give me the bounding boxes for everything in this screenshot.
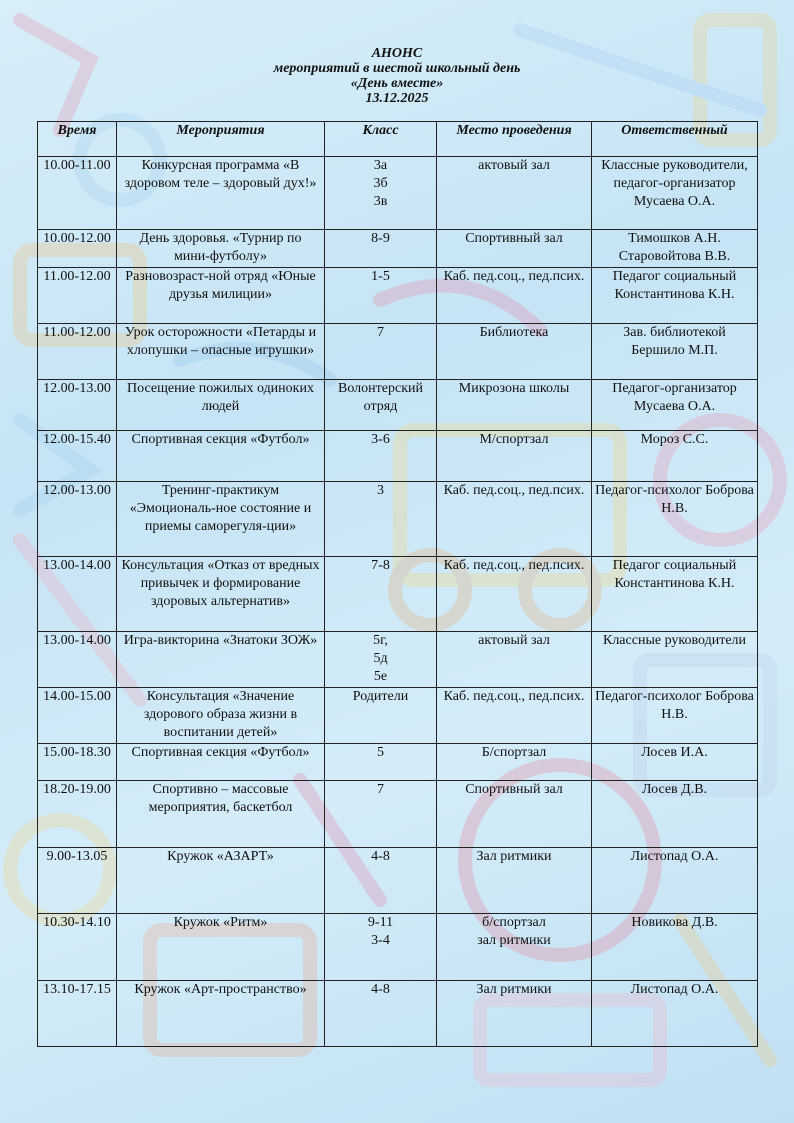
table-row <box>38 632 758 688</box>
cell-event: Конкурсная программа «В здоровом теле – здоровый дух!» <box>117 157 325 230</box>
cell-time: 10.00-11.00 <box>38 157 117 230</box>
table-row <box>38 688 758 744</box>
cell-place: Зал ритмики <box>437 848 592 914</box>
announcement-subtitle: мероприятий в шестой школьный день <box>273 61 521 76</box>
table-row <box>38 914 758 981</box>
cell-event: Спортивная секция «Футбол» <box>117 431 325 482</box>
cell-time: 13.00-14.00 <box>38 632 117 688</box>
cell-responsible: Тимошков А.Н. Старовойтова В.В. <box>592 230 758 268</box>
cell-grade: 5 <box>325 744 437 781</box>
cell-responsible: Классные руководители <box>592 632 758 688</box>
cell-event: Урок осторожности «Петарды и хлопушки – опасные игрушки» <box>117 324 325 380</box>
cell-time: 14.00-15.00 <box>38 688 117 744</box>
cell-responsible: Педагог-организатор Мусаева О.А. <box>592 380 758 431</box>
cell-grade: 5г, 5д 5е <box>325 632 437 688</box>
cell-place: Спортивный зал <box>437 230 592 268</box>
column-header-place: Место проведения <box>437 122 592 157</box>
cell-event: Консультация «Отказ от вредных привычек и формирование здоровых альтернатив» <box>117 557 325 632</box>
cell-grade: 4-8 <box>325 981 437 1047</box>
cell-event: Тренинг-практикум «Эмоциональ-ное состояние и приемы саморегуля-ции» <box>117 482 325 557</box>
cell-time: 18.20-19.00 <box>38 781 117 848</box>
cell-time: 10.30-14.10 <box>38 914 117 981</box>
column-header-time: Время <box>38 122 117 157</box>
table-row <box>38 230 758 268</box>
cell-grade: 7 <box>325 781 437 848</box>
event-name: «День вместе» <box>350 76 444 91</box>
cell-time: 12.00-13.00 <box>38 482 117 557</box>
cell-time: 12.00-15.40 <box>38 431 117 482</box>
cell-event: Спортивная секция «Футбол» <box>117 744 325 781</box>
cell-event: Кружок «Ритм» <box>117 914 325 981</box>
cell-place: Каб. пед.соц., пед.псих. <box>437 482 592 557</box>
cell-event: Консультация «Значение здорового образа жизни в воспитании детей» <box>117 688 325 744</box>
column-header-grade: Класс <box>325 122 437 157</box>
cell-place: Каб. пед.соц., пед.псих. <box>437 688 592 744</box>
cell-responsible: Педагог социальный Константинова К.Н. <box>592 557 758 632</box>
table-row <box>38 157 758 230</box>
cell-time: 9.00-13.05 <box>38 848 117 914</box>
cell-event: День здоровья. «Турнир по мини-футболу» <box>117 230 325 268</box>
cell-place: Каб. пед.соц., пед.псих. <box>437 268 592 324</box>
table-row <box>38 380 758 431</box>
cell-grade: 7-8 <box>325 557 437 632</box>
cell-event: Посещение пожилых одиноких людей <box>117 380 325 431</box>
cell-place: Микрозона школы <box>437 380 592 431</box>
cell-grade: 3а 3б 3в <box>325 157 437 230</box>
cell-grade: 3-6 <box>325 431 437 482</box>
cell-responsible: Лосев И.А. <box>592 744 758 781</box>
table-header-row <box>38 122 758 157</box>
table-row <box>38 848 758 914</box>
cell-place: М/спортзал <box>437 431 592 482</box>
table-row <box>38 431 758 482</box>
cell-time: 11.00-12.00 <box>38 268 117 324</box>
cell-grade: 1-5 <box>325 268 437 324</box>
table-row <box>38 324 758 380</box>
cell-place: Б/спортзал <box>437 744 592 781</box>
cell-event: Разновозраст-ной отряд «Юные друзья милиции» <box>117 268 325 324</box>
table-row <box>38 557 758 632</box>
cell-grade: Родители <box>325 688 437 744</box>
cell-responsible: Классные руководители, педагог-организатор Мусаева О.А. <box>592 157 758 230</box>
column-header-event: Мероприятия <box>117 122 325 157</box>
cell-grade: Волонтерский отряд <box>325 380 437 431</box>
cell-responsible: Лосев Д.В. <box>592 781 758 848</box>
cell-time: 11.00-12.00 <box>38 324 117 380</box>
cell-event: Кружок «Арт-пространство» <box>117 981 325 1047</box>
cell-responsible: Педагог социальный Константинова К.Н. <box>592 268 758 324</box>
cell-place: актовый зал <box>437 632 592 688</box>
cell-grade: 9-11 3-4 <box>325 914 437 981</box>
cell-time: 10.00-12.00 <box>38 230 117 268</box>
cell-event: Кружок «АЗАРТ» <box>117 848 325 914</box>
announcement-header <box>0 46 794 106</box>
cell-time: 12.00-13.00 <box>38 380 117 431</box>
schedule-table <box>37 121 758 1047</box>
cell-responsible: Мороз С.С. <box>592 431 758 482</box>
cell-place: актовый зал <box>437 157 592 230</box>
cell-grade: 3 <box>325 482 437 557</box>
cell-responsible: Зав. библиотекой Бершило М.П. <box>592 324 758 380</box>
column-header-responsible: Ответственный <box>592 122 758 157</box>
cell-time: 13.10-17.15 <box>38 981 117 1047</box>
cell-responsible: Новикова Д.В. <box>592 914 758 981</box>
cell-place: Зал ритмики <box>437 981 592 1047</box>
cell-place: б/спортзал зал ритмики <box>437 914 592 981</box>
cell-responsible: Педагог-психолог Боброва Н.В. <box>592 688 758 744</box>
announcement-title: АНОНС <box>371 46 423 61</box>
cell-responsible: Листопад О.А. <box>592 981 758 1047</box>
cell-responsible: Листопад О.А. <box>592 848 758 914</box>
table-row <box>38 781 758 848</box>
cell-grade: 4-8 <box>325 848 437 914</box>
table-row <box>38 268 758 324</box>
cell-event: Игра-викторина «Знатоки ЗОЖ» <box>117 632 325 688</box>
cell-grade: 7 <box>325 324 437 380</box>
cell-place: Библиотека <box>437 324 592 380</box>
cell-place: Каб. пед.соц., пед.псих. <box>437 557 592 632</box>
cell-place: Спортивный зал <box>437 781 592 848</box>
cell-time: 15.00-18.30 <box>38 744 117 781</box>
cell-responsible: Педагог-психолог Боброва Н.В. <box>592 482 758 557</box>
table-row <box>38 482 758 557</box>
table-row <box>38 744 758 781</box>
cell-grade: 8-9 <box>325 230 437 268</box>
event-date: 13.12.2025 <box>365 91 429 106</box>
table-row <box>38 981 758 1047</box>
cell-time: 13.00-14.00 <box>38 557 117 632</box>
cell-event: Спортивно – массовые мероприятия, баскетбол <box>117 781 325 848</box>
